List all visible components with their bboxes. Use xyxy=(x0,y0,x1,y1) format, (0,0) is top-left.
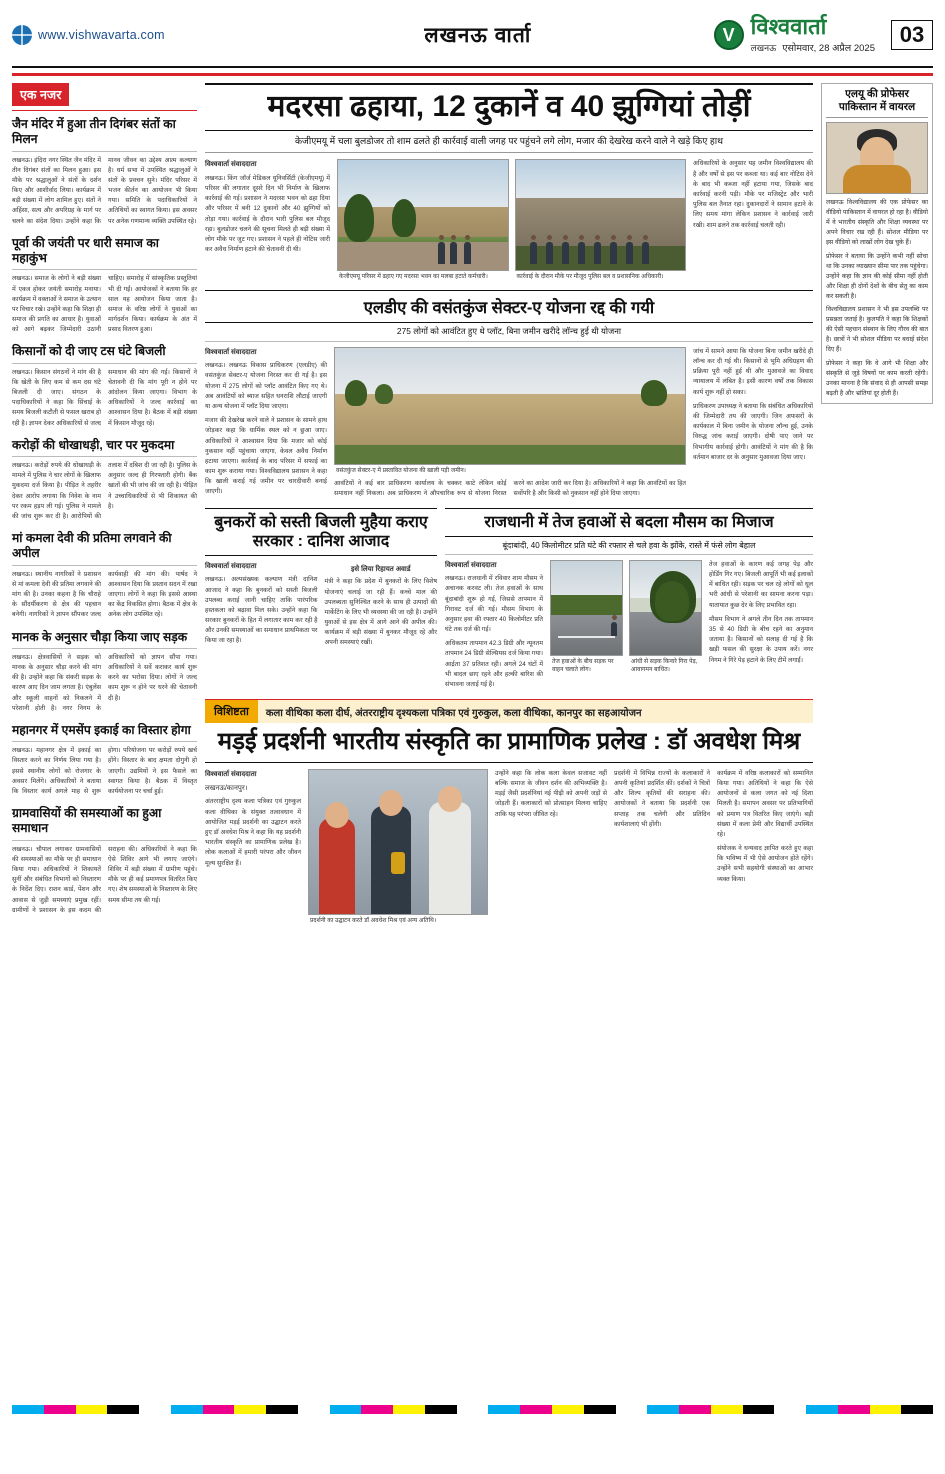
feature-body-grid xyxy=(205,769,813,925)
lead-text-col xyxy=(205,159,330,281)
weaver-col-2 xyxy=(325,561,438,649)
dual-panels xyxy=(205,508,813,691)
list-item[interactable] xyxy=(12,723,197,797)
masthead xyxy=(12,10,933,68)
brand-city: लखनऊ xyxy=(750,43,777,53)
lead-headline: मदरसा ढहाया, 12 दुकानें व 40 झुग्गियां तोड़ीं xyxy=(205,83,813,131)
masthead-center xyxy=(242,21,714,49)
right-rail-paragraph-1: लखनऊ विश्वविद्यालय की एक प्रोफेसर का वीडियो पाकिस्तान में वायरल हो रहा है। वीडियो में वे भारतीय संस्कृति और शिक्षा व्यवस्था पर अपने विचार रख रही हैं। सोशल मीडिया पर इस वीडियो को लाखों लोग देख चुके हैं। xyxy=(826,199,928,246)
feature-photo-wrap xyxy=(308,769,488,925)
weaver-col-1 xyxy=(205,561,318,649)
masthead-left xyxy=(12,25,242,45)
brand-name: विश्ववार्ता xyxy=(750,14,827,39)
feature-strip xyxy=(205,699,813,723)
weather-paragraph-1: लखनऊ। राजधानी में रविवार शाम मौसम ने अचानक करवट ली। तेज हवाओं के साथ बूंदाबांदी शुरू हो गई, जिससे तापमान में गिरावट दर्ज की गई। मौसम विभाग के अनुसार हवा की रफ्तार 40 किलोमीटर प्रति घंटे तक दर्ज की गई। xyxy=(445,575,543,634)
weather-paragraph-2: अधिकतम तापमान 42.3 डिग्री और न्यूनतम तापमान 24 डिग्री सेल्सियस दर्ज किया गया। आर्द्रता 37 प्रतिशत रही। अगले 24 घंटों में भी बादल छाए रहने और हल्की बारिश की संभावना जताई गई है। xyxy=(445,640,543,689)
print-registration-bar xyxy=(12,1405,933,1414)
rail-item-title: जैन मंदिर में हुआ तीन दिगंबर संतों का मिलन xyxy=(12,117,197,152)
weather-headline: राजधानी में तेज हवाओं से बदला मौसम का मिजाज xyxy=(445,508,813,537)
right-rail xyxy=(821,83,933,1399)
left-rail xyxy=(12,83,197,1399)
website-url[interactable]: www.vishwavarta.com xyxy=(38,28,165,42)
weaver-paragraph-2: मंत्री ने कहा कि प्रदेश में बुनकरों के लिए विशेष योजनाएं चलाई जा रही हैं। कच्चे माल की उपलब्धता सुनिश्चित करने के साथ ही उत्पादों की मार्केटिंग के लिए भी व्यवस्था की जा रही है। उन्होंने युवाओं से इस क्षेत्र में आगे आने की अपील की। कार्यक्रम में बड़ी संख्या में बुनकर मौजूद रहे और अपनी समस्याएं रखीं। xyxy=(324,578,437,647)
rail-item-title: किसानों को दी जाए टस घंटे बिजली xyxy=(12,344,197,363)
feature-paragraph-5: संयोजक ने धन्यवाद ज्ञापित करते हुए कहा कि भविष्य में भी ऐसे आयोजन होते रहेंगे। उन्होंने सभी सहयोगी संस्थाओं का आभार व्यक्त किया। xyxy=(717,845,813,883)
photo-caption: केजीएमयू परिसर में ढहाए गए मदरसा भवन का मलबा हटाते कर्मचारी। xyxy=(339,274,488,281)
feature-headline: मड़ई प्रदर्शनी भारतीय संस्कृति का प्रामाणिक प्रलेख : डॉ अवधेश मिश्र xyxy=(205,723,813,763)
photo-caption: वसंतकुंज सेक्टर-ए में प्रस्तावित योजना की खाली पड़ी जमीन। xyxy=(336,467,466,474)
lda-photo-wrap xyxy=(334,347,686,500)
page-title: लखनऊ वार्ता xyxy=(424,24,532,47)
rail-item-title: ग्रामवासियों की समस्याओं का हुआ समाधान xyxy=(12,806,197,841)
page-number: 03 xyxy=(891,20,933,50)
rail-item-body: लखनऊ। इंदिरा नगर स्थित जैन मंदिर में तीन दिगंबर संतों का मिलन हुआ। इस मौके पर श्रद्धालुओं ने संतों के दर्शन किए और आशीर्वाद लिया। कार्यक्रम में बड़ी संख्या में लोग शामिल हुए। संतों ने अहिंसा, सत्य और अपरिग्रह के मार्ग पर चलने का संदेश दिया। उन्होंने कहा कि मानव जीवन का उद्देश्य आत्म कल्याण है। धर्म सभा में उपस्थित श्रद्धालुओं ने संतों के प्रवचन सुने। मंदिर परिसर में भजन कीर्तन का आयोजन भी किया गया। समिति के पदाधिकारियों ने अतिथियों का स्वागत किया। इस अवसर पर अनेक गणमान्य व्यक्ति उपस्थित रहे। xyxy=(12,156,197,225)
lead-photo-left xyxy=(337,159,509,271)
list-item[interactable] xyxy=(12,531,197,620)
feature-col-4 xyxy=(614,769,710,925)
right-rail-paragraph-4: प्रोफेसर ने कहा कि वे आगे भी शिक्षा और संस्कृति से जुड़े विषयों पर काम करती रहेंगी। उनका मानना है कि संवाद से ही आपसी समझ बढ़ती है और भ्रांतियां दूर होती हैं। xyxy=(826,360,928,397)
rail-item-title: महानगर में एमसेंप इकाई का विस्तार होगा xyxy=(12,723,197,742)
weaver-headline: बुनकरों को सस्ती बिजली मुहैया कराए सरकार : दानिश आजाद xyxy=(205,508,437,556)
weather-photo-right xyxy=(629,560,702,656)
lead-photo-group xyxy=(337,159,686,281)
weaver-paragraph-1: लखनऊ। अल्पसंख्यक कल्याण मंत्री दानिश आजाद ने कहा कि बुनकरों को सस्ती बिजली उपलब्ध कराई जानी चाहिए ताकि पारंपरिक हस्तकला को बढ़ावा मिल सके। उन्होंने कहा कि सरकार बुनकरों के हित में लगातार काम कर रही है और उनकी समस्याओं का समाधान प्राथमिकता पर किया जा रहा है। xyxy=(205,576,318,645)
lead-body-grid xyxy=(205,159,813,281)
rail-item-title: मानक के अनुसार चौड़ा किया जाए सड़क xyxy=(12,630,197,649)
list-item[interactable] xyxy=(12,236,197,336)
weather-panel xyxy=(445,508,813,691)
page-content xyxy=(12,83,933,1399)
right-rail-paragraph-2: प्रोफेसर ने बताया कि उन्होंने कभी नहीं सोचा था कि उनका व्याख्यान सीमा पार तक पहुंचेगा। उन्होंने कहा कि ज्ञान की कोई सीमा नहीं होती और शिक्षा ही दोनों देशों के बीच सेतु का काम कर सकती है। xyxy=(826,252,928,300)
right-rail-photo xyxy=(826,122,928,194)
rail-item-title: करोड़ों की धोखाधड़ी, चार पर मुकदमा xyxy=(12,438,197,457)
rail-item-body: लखनऊ। किसान संगठनों ने मांग की है कि खेती के लिए कम से कम दस घंटे बिजली दी जाए। संगठन के पदाधिकारियों ने कहा कि सिंचाई के समय बिजली कटौती से फसल खराब हो रही है। ज्ञापन देकर अधिकारियों से जल्द समाधान की मांग की गई। किसानों ने चेतावनी दी कि मांग पूरी न होने पर आंदोलन किया जाएगा। विभाग के अधिकारियों ने जल्द कार्रवाई का आश्वासन दिया है। बैठक में बड़ी संख्या में किसान मौजूद रहे। xyxy=(12,368,197,427)
weather-photo-left xyxy=(550,560,623,656)
lda-headline: एलडीए की वसंतकुंज सेक्टर-ए योजना रद्द की गयी xyxy=(205,290,813,323)
weather-col-3 xyxy=(709,560,813,690)
right-rail-headline: एलयू की प्रोफेसर पाकिस्तान में वायरल xyxy=(826,88,928,118)
dateline: लखनऊ/कानपुर। xyxy=(205,785,248,793)
weather-photo-group xyxy=(550,560,702,690)
byline: विश्ववार्ता संवाददाता xyxy=(205,161,257,169)
lead-text-col-right xyxy=(693,159,813,281)
byline: विश्ववार्ता संवाददाता xyxy=(445,561,497,569)
lda-subhead: 275 लोगों को आवंटित हुए थे प्लॉट, बिना जमीन खरीदे लॉन्च हुई थी योजना xyxy=(205,323,813,342)
lead-paragraph-3: मजार की देखरेख करने वाले ने प्रशासन के सामने हाथ जोड़कर कहा कि धार्मिक स्थल को न छुआ जाए। अधिकारियों ने आश्वासन दिया कि मजार को कोई नुकसान नहीं पहुंचाया जाएगा, केवल अवैध निर्माण हटाया जाएगा। कार्रवाई के बाद परिसर में सफाई का काम शुरू कराया गया। विश्वविद्यालय प्रशासन ने कहा कि खाली कराई गई जमीन पर चारदीवारी बनाई जाएगी। xyxy=(205,417,327,496)
photo-caption: तेज हवाओं के बीच सड़क पर वाहन चलाते लोग। xyxy=(552,658,614,674)
byline: विश्ववार्ता संवाददाता xyxy=(205,563,257,570)
left-rail-header xyxy=(12,83,197,111)
photo-caption: कार्रवाई के दौरान मौके पर मौजूद पुलिस बल व प्रशासनिक अधिकारी। xyxy=(516,274,664,281)
lead-subhead: केजीएमयू में चला बुलडोजर तो शाम ढलते ही कार्रवाई वाली जगह पर पहुंचने लगे लोग, मजार की देखरेख करने वाले ने खड़े किए हाथ xyxy=(205,131,813,154)
lda-paragraph-4: प्राधिकरण उपाध्यक्ष ने बताया कि संबंधित अधिकारियों की जिम्मेदारी तय की जाएगी। जिन अफसरों के कार्यकाल में बिना जमीन के योजना लॉन्च हुई, उनके विरुद्ध जांच कराई जाएगी। दोषी पाए जाने पर विभागीय कार्रवाई होगी। आवंटियों ने मांग की है कि वर्तमान बाजार दर के अनुसार मुआवजा दिया जाए। xyxy=(693,402,813,461)
registration-group xyxy=(12,1405,933,1414)
feature-strip-text: कला वीथिका कला दीर्घ, अंतरराष्ट्रीय दृश्यकला पत्रिका एवं गुरुकुल, कला वीथिका, कानपुर का सहआयोजन xyxy=(258,700,813,723)
list-item[interactable] xyxy=(12,438,197,522)
right-rail-story[interactable] xyxy=(821,83,933,404)
byline: विश्ववार्ता संवाददाता xyxy=(205,770,257,778)
feature-paragraph-2: उन्होंने कहा कि लोक कला केवल सजावट नहीं बल्कि समाज के जीवन दर्शन की अभिव्यक्ति है। मड़ई जैसी प्रदर्शनियां नई पीढ़ी को अपनी जड़ों से जोड़ती हैं। कलाकारों को प्रोत्साहन मिलना चाहिए ताकि यह परंपरा जीवित रहे। xyxy=(495,769,607,818)
rail-item-title: पूर्वा की जयंती पर धारी समाज का महाकुंभ xyxy=(12,236,197,271)
weather-subhead: बूंदाबांदी, 40 किलोमीटर प्रति घंटे की रफ्तार से चले हवा के झोंके, रास्ते में फंसे लोग बेहाल xyxy=(445,537,813,555)
feature-col-5 xyxy=(717,769,813,925)
edition-date: एसोमवार, 28 अप्रैल 2025 xyxy=(782,43,875,54)
photo-caption: आंधी से सड़क किनारे गिरा पेड़, आवागमन बाधित। xyxy=(631,658,698,674)
lda-paragraph-2: जांच में सामने आया कि योजना बिना जमीन खरीदे ही लॉन्च कर दी गई थी। किसानों से भूमि अधिग्रहण की प्रक्रिया पूरी नहीं हुई थी और मुआवजे का विवाद न्यायालय में लंबित है। इसी कारण वर्षों तक विकास कार्य शुरू नहीं हो सका। xyxy=(693,347,813,396)
weaver-panel xyxy=(205,508,437,691)
feature-col-3 xyxy=(495,769,607,925)
feature-tag: विशिष्टता xyxy=(205,700,258,723)
list-item[interactable] xyxy=(12,630,197,714)
byline: विश्ववार्ता संवाददाता xyxy=(205,348,257,356)
lead-paragraph-2: अधिकारियों के अनुसार यह जमीन विश्वविद्यालय की है और वर्षों से इस पर कब्जा था। कई बार नोटिस देने के बाद भी कब्जा नहीं हटाया गया, जिसके बाद कार्रवाई करनी पड़ी। मौके पर मजिस्ट्रेट और भारी पुलिस बल तैनात रहा। दुकानदारों ने सामान हटाने के लिए समय मांगा लेकिन प्रशासन ने कार्रवाई जारी रखी। शाम ढलने तक कार्रवाई चलती रही। xyxy=(693,160,813,229)
lead-paragraph-1: लखनऊ। किंग जॉर्ज मेडिकल यूनिवर्सिटी (केजीएमयू) में परिसर की लगातार दूसरे दिन भी निर्माण के खिलाफ कार्रवाई की गई। प्रशासन ने मदरसा भवन को ढहा दिया और परिसर में बनी 12 दुकानों और 40 झुग्गियों को तोड़ा गया। कार्रवाई के दौरान भारी पुलिस बल मौजूद रहा। बुलडोजर चलने की सूचना मिलते ही बड़ी संख्या में लोग मौके पर जुट गए। प्रशासन ने पहले ही नोटिस जारी कर अवैध निर्माण हटाने की चेतावनी दी थी। xyxy=(205,174,330,254)
lda-photo xyxy=(334,347,686,465)
masthead-right xyxy=(714,16,933,54)
globe-icon xyxy=(12,25,32,45)
list-item[interactable] xyxy=(12,344,197,428)
photo-caption: प्रदर्शनी का उद्घाटन करते डॉ अवधेश मिश्र एवं अन्य अतिथि। xyxy=(310,917,437,924)
feature-paragraph-1: अंतरराष्ट्रीय दृश्य कला पत्रिका एवं गुरुकुल कला वीथिका के संयुक्त तत्वावधान में आयोजित मड़ई प्रदर्शनी का उद्घाटन करते हुए डॉ अवधेश मिश्र ने कहा कि यह प्रदर्शनी भारतीय संस्कृति का प्रामाणिक प्रलेख है। लोक कलाओं में हमारी परंपरा और जीवन मूल्य सुरक्षित हैं। xyxy=(205,798,301,867)
feature-col-1 xyxy=(205,769,301,925)
weather-col-1 xyxy=(445,560,543,690)
rail-item-body: लखनऊ। समाज के लोगों ने बड़ी संख्या में एकत्र होकर जयंती समारोह मनाया। कार्यक्रम में वक्ताओं ने समाज के उत्थान पर विचार रखे। उन्होंने कहा कि शिक्षा ही समाज की प्रगति का आधार है। युवाओं को आगे बढ़कर जिम्मेदारी उठानी चाहिए। समारोह में सांस्कृतिक प्रस्तुतियां भी दी गईं। आयोजकों ने बताया कि हर साल यह आयोजन किया जाता है। समाज के वरिष्ठ लोगों ने युवाओं का मार्गदर्शन किया। कार्यक्रम के अंत में प्रसाद वितरण हुआ। xyxy=(12,275,197,334)
feature-paragraph-3: प्रदर्शनी में विभिन्न राज्यों के कलाकारों ने अपनी कृतियां प्रदर्शित कीं। दर्शकों ने चित्रों और शिल्प कृतियों की सराहना की। आयोजकों ने बताया कि प्रदर्शनी एक सप्ताह तक चलेगी और प्रतिदिन कार्यशालाएं भी होंगी। xyxy=(614,769,710,828)
lda-paragraph-1: लखनऊ। लखनऊ विकास प्राधिकरण (एलडीए) की वसंतकुंज सेक्टर-ए योजना निरस्त कर दी गई है। इस योजना में 275 लोगों को प्लॉट आवंटित किए गए थे। अब आवंटियों को ब्याज सहित धनराशि लौटाई जाएगी या अन्य योजना में प्लॉट दिया जाएगा। xyxy=(205,362,327,410)
lda-col-1 xyxy=(205,347,327,500)
rail-item-body: लखनऊ। चौपाल लगाकर ग्रामवासियों की समस्याओं का मौके पर ही समाधान किया गया। अधिकारियों ने शिकायतें सुनीं और संबंधित विभागों को निस्तारण के निर्देश दिए। राशन कार्ड, पेंशन और आवास से जुड़ी समस्याएं प्रमुख रहीं। ग्रामीणों ने प्रशासन के इस कदम की सराहना की। अधिकारियों ने कहा कि ऐसे शिविर आगे भी लगाए जाएंगे। शिविर में बड़ी संख्या में ग्रामीण पहुंचे। मौके पर ही कई प्रमाणपत्र वितरित किए गए। शेष समस्याओं के निस्तारण के लिए समय सीमा तय की गई। xyxy=(12,845,198,914)
right-rail-paragraph-3: विश्वविद्यालय प्रशासन ने भी इस उपलब्धि पर प्रसन्नता जताई है। कुलपति ने कहा कि शिक्षकों की ऐसी पहचान संस्थान के लिए गौरव की बात है। छात्रों ने भी सोशल मीडिया पर बधाई संदेश दिए हैं। xyxy=(826,306,928,354)
list-item[interactable] xyxy=(12,117,197,227)
left-rail-header-label: एक नजर xyxy=(12,83,69,106)
lda-paragraph-3: आवंटियों ने कई बार प्राधिकरण कार्यालय के चक्कर काटे लेकिन कोई समाधान नहीं निकला। अब प्राधिकरण ने औपचारिक रूप से योजना निरस्त करने का आदेश जारी कर दिया है। अधिकारियों ने कहा कि आवंटियों का हित सर्वोपरि है और किसी को नुकसान नहीं होने दिया जाएगा। xyxy=(334,480,686,498)
weather-paragraph-4: मौसम विभाग ने अगले तीन दिन तक तापमान 35 से 40 डिग्री के बीच रहने का अनुमान जताया है। किसानों को सलाह दी गई है कि खड़ी फसल की सुरक्षा के उपाय करें। नगर निगम ने गिरे पेड़ हटाने के लिए टीमें लगाईं। xyxy=(709,615,813,664)
list-item[interactable] xyxy=(12,806,197,916)
logo-icon: V xyxy=(714,20,744,50)
rail-item-title: मां कमला देवी की प्रतिमा लगवाने की अपील xyxy=(12,531,197,566)
feature-paragraph-4: कार्यक्रम में वरिष्ठ कलाकारों को सम्मानित किया गया। अतिथियों ने कहा कि ऐसे आयोजनों से कला जगत को नई दिशा मिलती है। समापन अवसर पर प्रतिभागियों को प्रमाण पत्र वितरित किए जाएंगे। बड़ी संख्या में कला प्रेमी और विद्यार्थी उपस्थित रहे। xyxy=(717,769,813,838)
rail-item-body: लखनऊ। महानगर क्षेत्र में इकाई का विस्तार करने का निर्णय लिया गया है। इससे स्थानीय लोगों को रोजगार के अवसर मिलेंगे। अधिकारियों ने बताया कि विस्तार कार्य अगले माह से शुरू होगा। परियोजना पर करोड़ों रुपये खर्च होंगे। विस्तार के बाद क्षमता दोगुनी हो जाएगी। उद्यमियों ने इस फैसले का स्वागत किया है। बैठक में विस्तृत कार्ययोजना पर चर्चा हुई। xyxy=(12,747,197,795)
brand-block xyxy=(714,16,875,54)
rail-item-body: लखनऊ। स्थानीय नागरिकों ने प्रशासन से मां कमला देवी की प्रतिमा लगवाने की मांग की है। उनका कहना है कि चौराहे के सौंदर्यीकरण से क्षेत्र की पहचान बनेगी। नागरिकों ने ज्ञापन सौंपकर जल्द कार्यवाही की मांग की। पार्षद ने आश्वासन दिया कि प्रस्ताव सदन में रखा जाएगा। लोगों ने कहा कि इससे आस्था का केंद्र विकसित होगा। बैठक में क्षेत्र के अनेक लोग उपस्थित रहे। xyxy=(12,570,197,619)
rail-item-body: लखनऊ। करोड़ों रुपये की धोखाधड़ी के मामले में पुलिस ने चार लोगों के खिलाफ मुकदमा दर्ज किया है। पीड़ित ने तहरीर देकर आरोप लगाया कि निवेश के नाम पर रकम हड़प ली गई। पुलिस ने मामले की जांच शुरू कर दी है। आरोपियों की तलाश में दबिश दी जा रही है। पुलिस के अनुसार जल्द ही गिरफ्तारी होगी। बैंक खातों की भी जांच की जा रही है। पीड़ित ने उच्चाधिकारियों से भी शिकायत की है। xyxy=(12,462,197,520)
feature-photo xyxy=(308,769,488,915)
weather-paragraph-3: तेज हवाओं के कारण कई जगह पेड़ और होर्डिंग गिर गए। बिजली आपूर्ति भी कई इलाकों में बाधित रही। सड़क पर चल रहे लोगों को धूल भरी आंधी से परेशानी का सामना करना पड़ा। यातायात कुछ देर के लिए प्रभावित रहा। xyxy=(709,560,813,609)
lda-body-grid xyxy=(205,347,813,500)
masthead-divider xyxy=(12,73,933,76)
weaver-subhead: इसे लिया रिहायत अवार्ड xyxy=(351,566,411,573)
lda-col-3 xyxy=(693,347,813,500)
rail-item-body: लखनऊ। क्षेत्रवासियों ने सड़क को मानक के अनुसार चौड़ा करने की मांग की है। उन्होंने कहा कि संकरी सड़क के कारण आए दिन जाम लगता है। एंबुलेंस और स्कूली वाहनों को निकलने में परेशानी होती है। नगर निगम के अधिकारियों को ज्ञापन सौंपा गया। अधिकारियों ने सर्वे कराकर कार्य शुरू करने का भरोसा दिया। लोगों ने जल्द काम शुरू न होने पर धरने की चेतावनी दी है। xyxy=(12,653,197,712)
lead-photo-right xyxy=(515,159,687,271)
main-column xyxy=(205,83,813,1399)
